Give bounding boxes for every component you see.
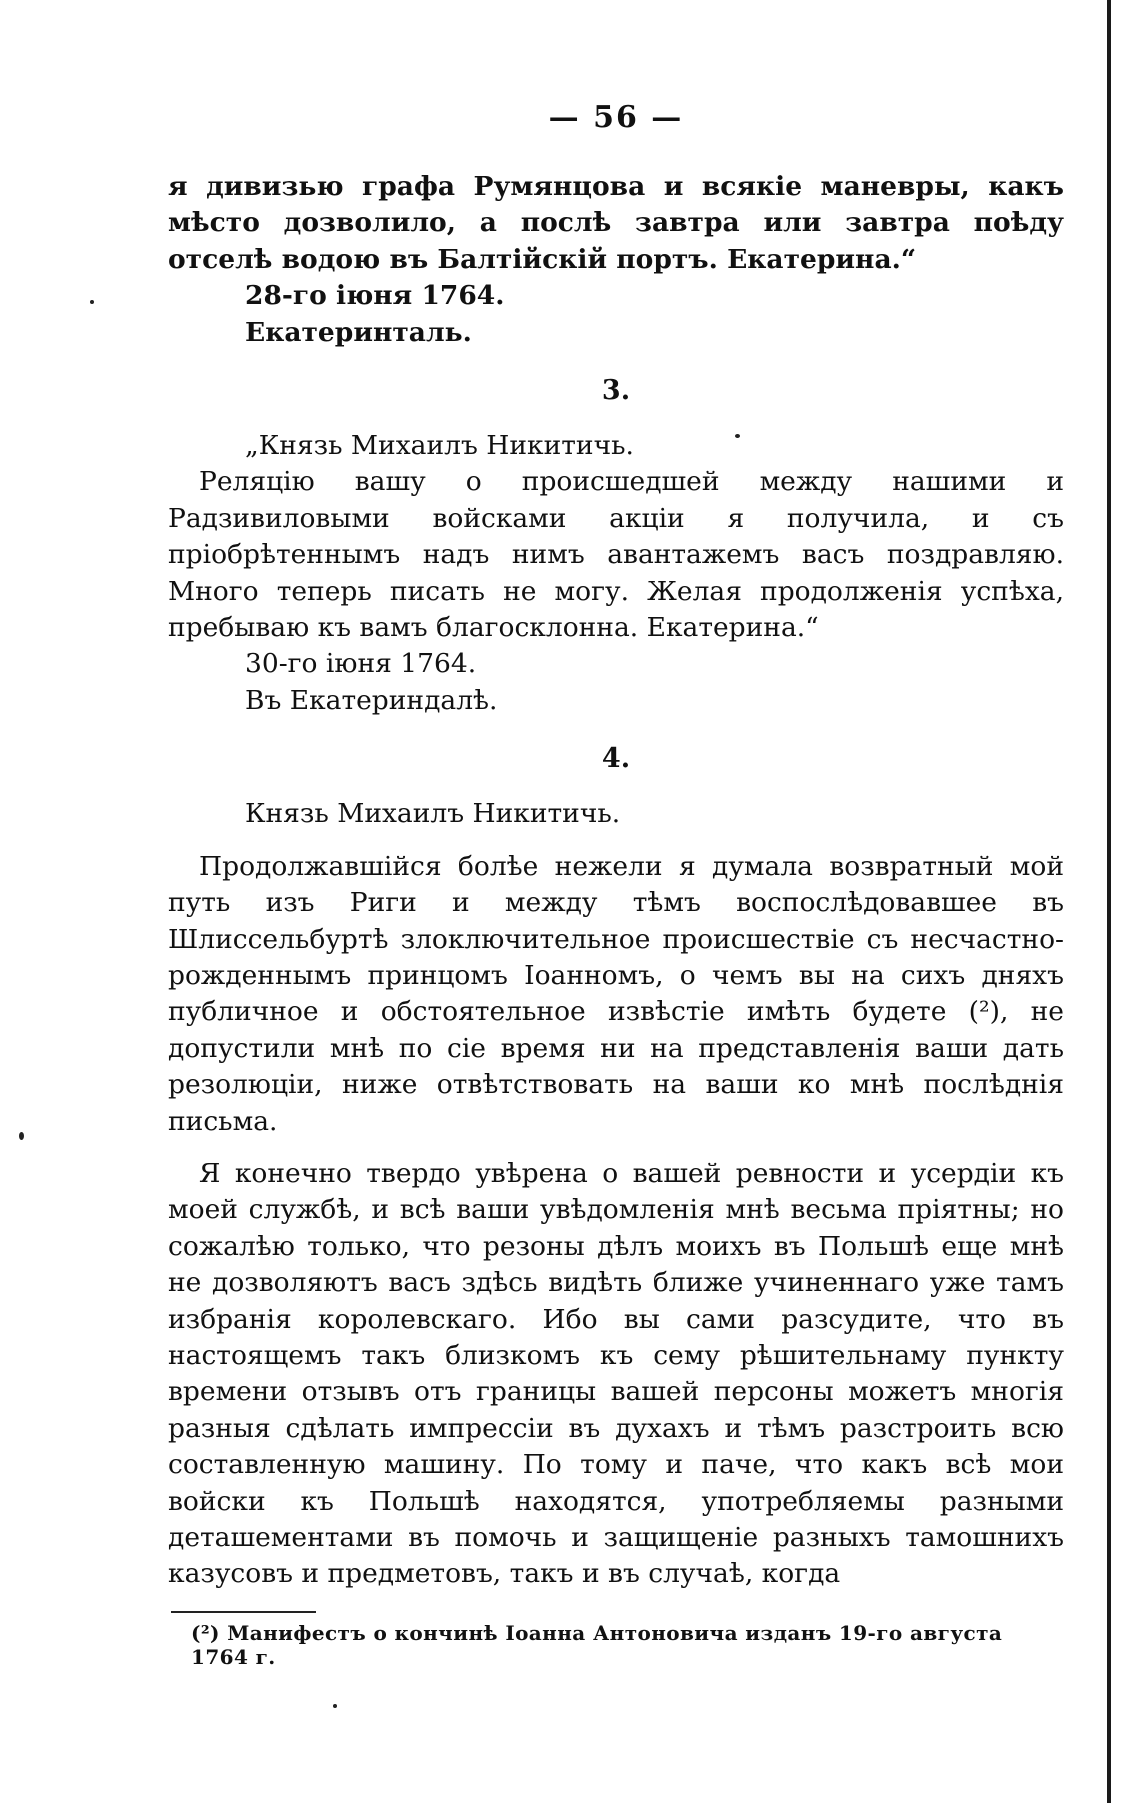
- letter-paragraph: Реляцію вашу о происшедшей между нашими и Радзивиловыми войсками акціи я получила, и съ пріобрѣтеннымъ надъ нимъ авантажемъ васъ поздравляю. Много теперь писать не могу. Желая продолженія успѣха, пребываю къ вамъ благосклонна. Екатерина.“: [168, 466, 1064, 644]
- letter-place: Въ Екатериндалѣ.: [245, 684, 498, 716]
- ink-speck: [90, 300, 94, 304]
- page-edge-line: [1107, 0, 1111, 1803]
- ink-speck: [333, 1704, 337, 1708]
- letter-paragraph: Я конечно твердо увѣрена о вашей ревности и усердіи къ моей службѣ, и всѣ ваши увѣдомленія мнѣ весьма пріятны; но сожалѣю только, что резоны дѣлъ моихъ въ Польшѣ еще мнѣ не дозволяютъ васъ здѣсь видѣть ближе учиненнаго уже тамъ избранія королевскаго. Ибо вы сами разсудите, что въ настоящемъ такъ близкомъ къ сему рѣшительнаму пункту времени отзывъ отъ границы вашей персоны можетъ многія разныя сдѣлать импрессіи въ духахъ и тѣмъ разстроить всю составленную машину. По тому и паче, что какъ всѣ мои войски къ Польшѣ находятся, употребляемы разными деташементами въ помочь и защищеніе разныхъ тамошнихъ казусовъ и предметовъ, такъ и въ случаѣ, когда: [168, 1157, 1064, 1590]
- ink-speck: [19, 1132, 24, 1140]
- section-number-4: 4.: [601, 743, 631, 775]
- letter-place: Екатеринталь.: [245, 316, 472, 348]
- section-number-3: 3.: [601, 375, 631, 407]
- letter-date: 28-го іюня 1764.: [245, 280, 505, 312]
- page-number: — 56 —: [548, 100, 684, 135]
- letter-date: 30-го іюня 1764.: [245, 648, 477, 680]
- continued-paragraph: я дивизью графа Румянцова и всякіе маневры, какъ мѣсто дозволило, а послѣ завтра или завтра поѣду отселѣ водою въ Балтійскій портъ. Екатерина.“: [168, 171, 1064, 275]
- letter-salutation: Князь Михаилъ Никитичь.: [245, 798, 621, 830]
- footnote: (²) Манифестъ о кончинѣ Іоанна Антоновича изданъ 19-го августа 1764 г.: [191, 1620, 1003, 1669]
- document-page: [168, 100, 1064, 1669]
- footnote-rule: [171, 1611, 316, 1613]
- letter-paragraph: Продолжавшійся болѣе нежели я думала возвратный мой путь изъ Риги и между тѣмъ воспослѣдовавшее въ Шлиссельбуртѣ злоключительное происшествіе съ несчастно-рожденнымъ принцомъ Іоанномъ, о чемъ вы на сихъ дняхъ публичное и обстоятельное извѣстіе имѣть будете (²), не допустили мнѣ по сіе время ни на представленія ваши дать резолюціи, ниже отвѣтствовать на ваши ко мнѣ послѣднія письма.: [168, 850, 1064, 1137]
- letter-salutation: „Князь Михаилъ Никитичь.: [245, 430, 634, 462]
